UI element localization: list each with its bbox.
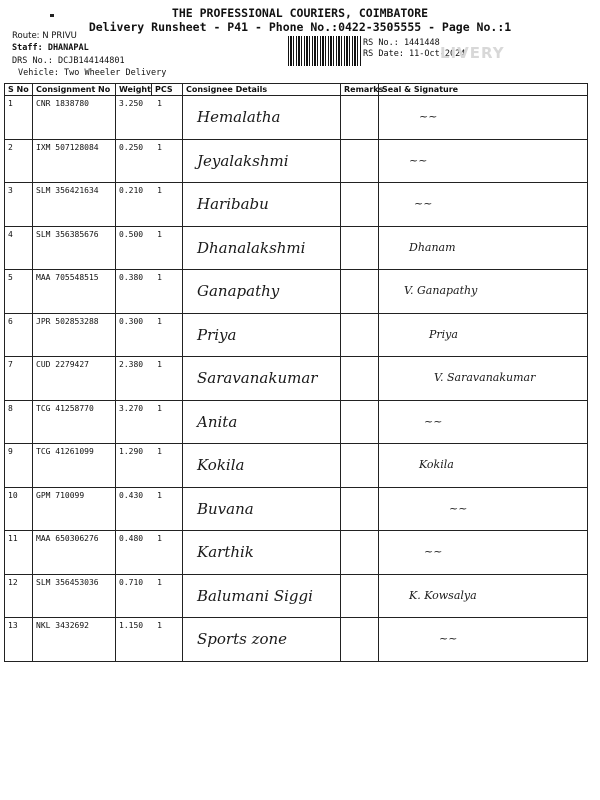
col-header-sno: S No xyxy=(5,84,33,96)
cell-weight: 1.150 xyxy=(119,621,144,630)
cell-remarks xyxy=(341,270,379,314)
signature-handwriting: K. Kowsalya xyxy=(409,588,477,602)
cell-weight: 0.710 xyxy=(119,577,144,587)
cell-remarks xyxy=(341,96,379,140)
consignee-handwriting: Haribabu xyxy=(197,195,269,213)
cell-sno: 5 xyxy=(5,270,33,314)
cell-sno: 10 xyxy=(5,487,33,531)
cell-signature xyxy=(379,226,588,270)
col-header-consignment: Consignment No xyxy=(33,84,116,96)
cell-sno: 4 xyxy=(5,226,33,270)
cell-consignment-no: TCG 41258770 xyxy=(33,400,116,444)
cell-weight: 0.250 xyxy=(119,142,144,152)
cell-consignment-no: CNR 1838780 xyxy=(33,96,116,140)
cell-consignment-no: CUD 2279427 xyxy=(33,357,116,401)
cell-weight-pcs xyxy=(116,400,183,444)
cell-remarks xyxy=(341,400,379,444)
cell-weight: 3.250 xyxy=(119,99,144,108)
cell-sno: 6 xyxy=(5,313,33,357)
rs-number: RS No.: 1441448 xyxy=(363,38,440,48)
route-label: Route: N PRIVU xyxy=(12,31,77,41)
vehicle-type: Vehicle: Two Wheeler Delivery xyxy=(18,68,167,78)
cell-consignee xyxy=(183,226,341,270)
table-row xyxy=(5,139,588,183)
cell-sno: 12 xyxy=(5,574,33,618)
cell-sno: 1 xyxy=(5,96,33,140)
signature-handwriting: ~~ xyxy=(414,197,433,210)
table-row xyxy=(5,313,588,357)
cell-signature xyxy=(379,313,588,357)
cell-sno: 7 xyxy=(5,357,33,401)
runsheet-table xyxy=(4,83,588,662)
col-header-consignee: Consignee Details xyxy=(183,84,341,96)
company-name: THE PROFESSIONAL COURIERS, COIMBATORE xyxy=(171,6,429,20)
cell-consignee xyxy=(183,400,341,444)
consignee-handwriting: Buvana xyxy=(197,499,254,518)
cell-remarks xyxy=(341,313,379,357)
cell-consignee xyxy=(183,183,341,227)
consignee-handwriting: Hemalatha xyxy=(197,108,281,126)
cell-consignee xyxy=(183,487,341,531)
staff-label: Staff: DHANAPAL xyxy=(12,43,89,53)
col-header-pcs: PCS xyxy=(152,84,183,96)
col-header-remarks: Remarks xyxy=(341,84,379,96)
cell-signature xyxy=(379,487,588,531)
cell-pcs: 1 xyxy=(157,490,162,500)
cell-sno: 11 xyxy=(5,531,33,575)
signature-handwriting: ~~ xyxy=(409,153,428,167)
consignee-handwriting: Balumani Siggi xyxy=(197,586,313,605)
cell-weight: 3.270 xyxy=(119,403,144,413)
table-header-row xyxy=(5,84,588,96)
cell-weight-pcs xyxy=(116,226,183,270)
cell-weight-pcs xyxy=(116,444,183,488)
cell-remarks xyxy=(341,183,379,227)
cell-consignee xyxy=(183,357,341,401)
cell-signature xyxy=(379,183,588,227)
table-row xyxy=(5,226,588,270)
cell-remarks xyxy=(341,139,379,183)
cell-consignee xyxy=(183,531,341,575)
cell-weight: 1.290 xyxy=(119,447,144,456)
cell-pcs: 1 xyxy=(157,229,162,239)
signature-handwriting: ~~ xyxy=(439,632,458,645)
watermark: LIVERY xyxy=(440,44,505,62)
signature-handwriting: Kokila xyxy=(419,458,454,471)
cell-remarks xyxy=(341,444,379,488)
signature-handwriting: Dhanam xyxy=(409,240,456,254)
cell-consignment-no: JPR 502853288 xyxy=(33,313,116,357)
table-row xyxy=(5,357,588,401)
cell-signature xyxy=(379,618,588,662)
cell-weight-pcs xyxy=(116,270,183,314)
signature-handwriting: ~~ xyxy=(449,501,468,515)
cell-weight: 0.500 xyxy=(119,229,144,239)
col-header-signature: Seal & Signature xyxy=(379,84,588,96)
table-row xyxy=(5,574,588,618)
cell-remarks xyxy=(341,618,379,662)
cell-remarks xyxy=(341,226,379,270)
consignee-handwriting: Priya xyxy=(197,325,237,344)
cell-pcs: 1 xyxy=(157,577,162,587)
cell-pcs: 1 xyxy=(157,534,162,543)
barcode xyxy=(288,36,362,66)
cell-signature xyxy=(379,270,588,314)
consignee-handwriting: Karthik xyxy=(197,543,254,561)
table-row xyxy=(5,400,588,444)
rs-date: RS Date: 11-Oct-2024 xyxy=(363,49,466,59)
signature-handwriting: Priya xyxy=(429,327,458,341)
table-row xyxy=(5,487,588,531)
cell-remarks xyxy=(341,487,379,531)
cell-signature xyxy=(379,96,588,140)
cell-consignment-no: SLM 356385676 xyxy=(33,226,116,270)
cell-pcs: 1 xyxy=(157,316,162,326)
col-header-weight: Weight xyxy=(116,84,152,96)
cell-pcs: 1 xyxy=(157,621,162,630)
cell-consignment-no: SLM 356421634 xyxy=(33,183,116,227)
cell-consignee xyxy=(183,444,341,488)
cell-weight: 0.430 xyxy=(119,490,144,500)
cell-consignee xyxy=(183,618,341,662)
cell-weight-pcs xyxy=(116,96,183,140)
consignee-handwriting: Sports zone xyxy=(197,630,288,648)
cell-pcs: 1 xyxy=(157,403,162,413)
cell-weight-pcs xyxy=(116,357,183,401)
consignee-handwriting: Kokila xyxy=(197,456,245,474)
cell-consignment-no: MAA 650306276 xyxy=(33,531,116,575)
consignee-handwriting: Dhanalakshmi xyxy=(197,238,306,257)
cell-consignment-no: IXM 507128084 xyxy=(33,139,116,183)
cell-signature xyxy=(379,139,588,183)
cell-consignment-no: TCG 41261099 xyxy=(33,444,116,488)
signature-handwriting: ~~ xyxy=(424,545,443,558)
cell-weight-pcs xyxy=(116,139,183,183)
cell-consignee xyxy=(183,574,341,618)
runsheet-title: Delivery Runsheet - P41 - Phone No.:0422-3505555 - Page No.:1 xyxy=(88,20,512,34)
table-row xyxy=(5,270,588,314)
table-row xyxy=(5,444,588,488)
table-row xyxy=(5,183,588,227)
cell-remarks xyxy=(341,531,379,575)
cell-sno: 13 xyxy=(5,618,33,662)
table-row xyxy=(5,618,588,662)
cell-weight-pcs xyxy=(116,531,183,575)
cell-remarks xyxy=(341,357,379,401)
cell-sno: 2 xyxy=(5,139,33,183)
consignee-handwriting: Saravanakumar xyxy=(197,369,318,387)
cell-signature xyxy=(379,574,588,618)
cell-pcs: 1 xyxy=(157,186,162,195)
cell-weight: 2.380 xyxy=(119,360,144,369)
signature-handwriting: V. Ganapathy xyxy=(404,284,478,297)
cell-weight: 0.210 xyxy=(119,186,144,195)
cell-pcs: 1 xyxy=(157,447,162,456)
cell-consignee xyxy=(183,96,341,140)
cell-weight-pcs xyxy=(116,183,183,227)
cell-pcs: 1 xyxy=(157,273,162,282)
signature-handwriting: V. Saravanakumar xyxy=(434,371,536,384)
cell-signature xyxy=(379,444,588,488)
cell-sno: 8 xyxy=(5,400,33,444)
consignee-handwriting: Jeyalakshmi xyxy=(197,151,289,170)
cell-pcs: 1 xyxy=(157,142,162,152)
cell-signature xyxy=(379,400,588,444)
cell-sno: 9 xyxy=(5,444,33,488)
cell-consignment-no: GPM 710099 xyxy=(33,487,116,531)
cell-weight-pcs xyxy=(116,487,183,531)
cell-signature xyxy=(379,357,588,401)
cell-weight: 0.300 xyxy=(119,316,144,326)
cell-remarks xyxy=(341,574,379,618)
cell-consignment-no: NKL 3432692 xyxy=(33,618,116,662)
cell-consignee xyxy=(183,139,341,183)
table-row xyxy=(5,531,588,575)
cell-weight-pcs xyxy=(116,618,183,662)
cell-weight: 0.380 xyxy=(119,273,144,282)
cell-pcs: 1 xyxy=(157,360,162,369)
consignee-handwriting: Ganapathy xyxy=(197,282,280,300)
cell-consignee xyxy=(183,313,341,357)
cell-pcs: 1 xyxy=(157,99,162,108)
cell-consignee xyxy=(183,270,341,314)
cell-consignment-no: SLM 356453036 xyxy=(33,574,116,618)
signature-handwriting: ~~ xyxy=(424,414,443,428)
cell-signature xyxy=(379,531,588,575)
drs-number: DRS No.: DCJB144144801 xyxy=(12,56,125,66)
consignee-handwriting: Anita xyxy=(197,412,238,431)
cell-sno: 3 xyxy=(5,183,33,227)
table-row xyxy=(5,96,588,140)
signature-handwriting: ~~ xyxy=(419,110,438,123)
cell-weight: 0.480 xyxy=(119,534,144,543)
cell-consignment-no: MAA 705548515 xyxy=(33,270,116,314)
cell-weight-pcs xyxy=(116,313,183,357)
cell-weight-pcs xyxy=(116,574,183,618)
